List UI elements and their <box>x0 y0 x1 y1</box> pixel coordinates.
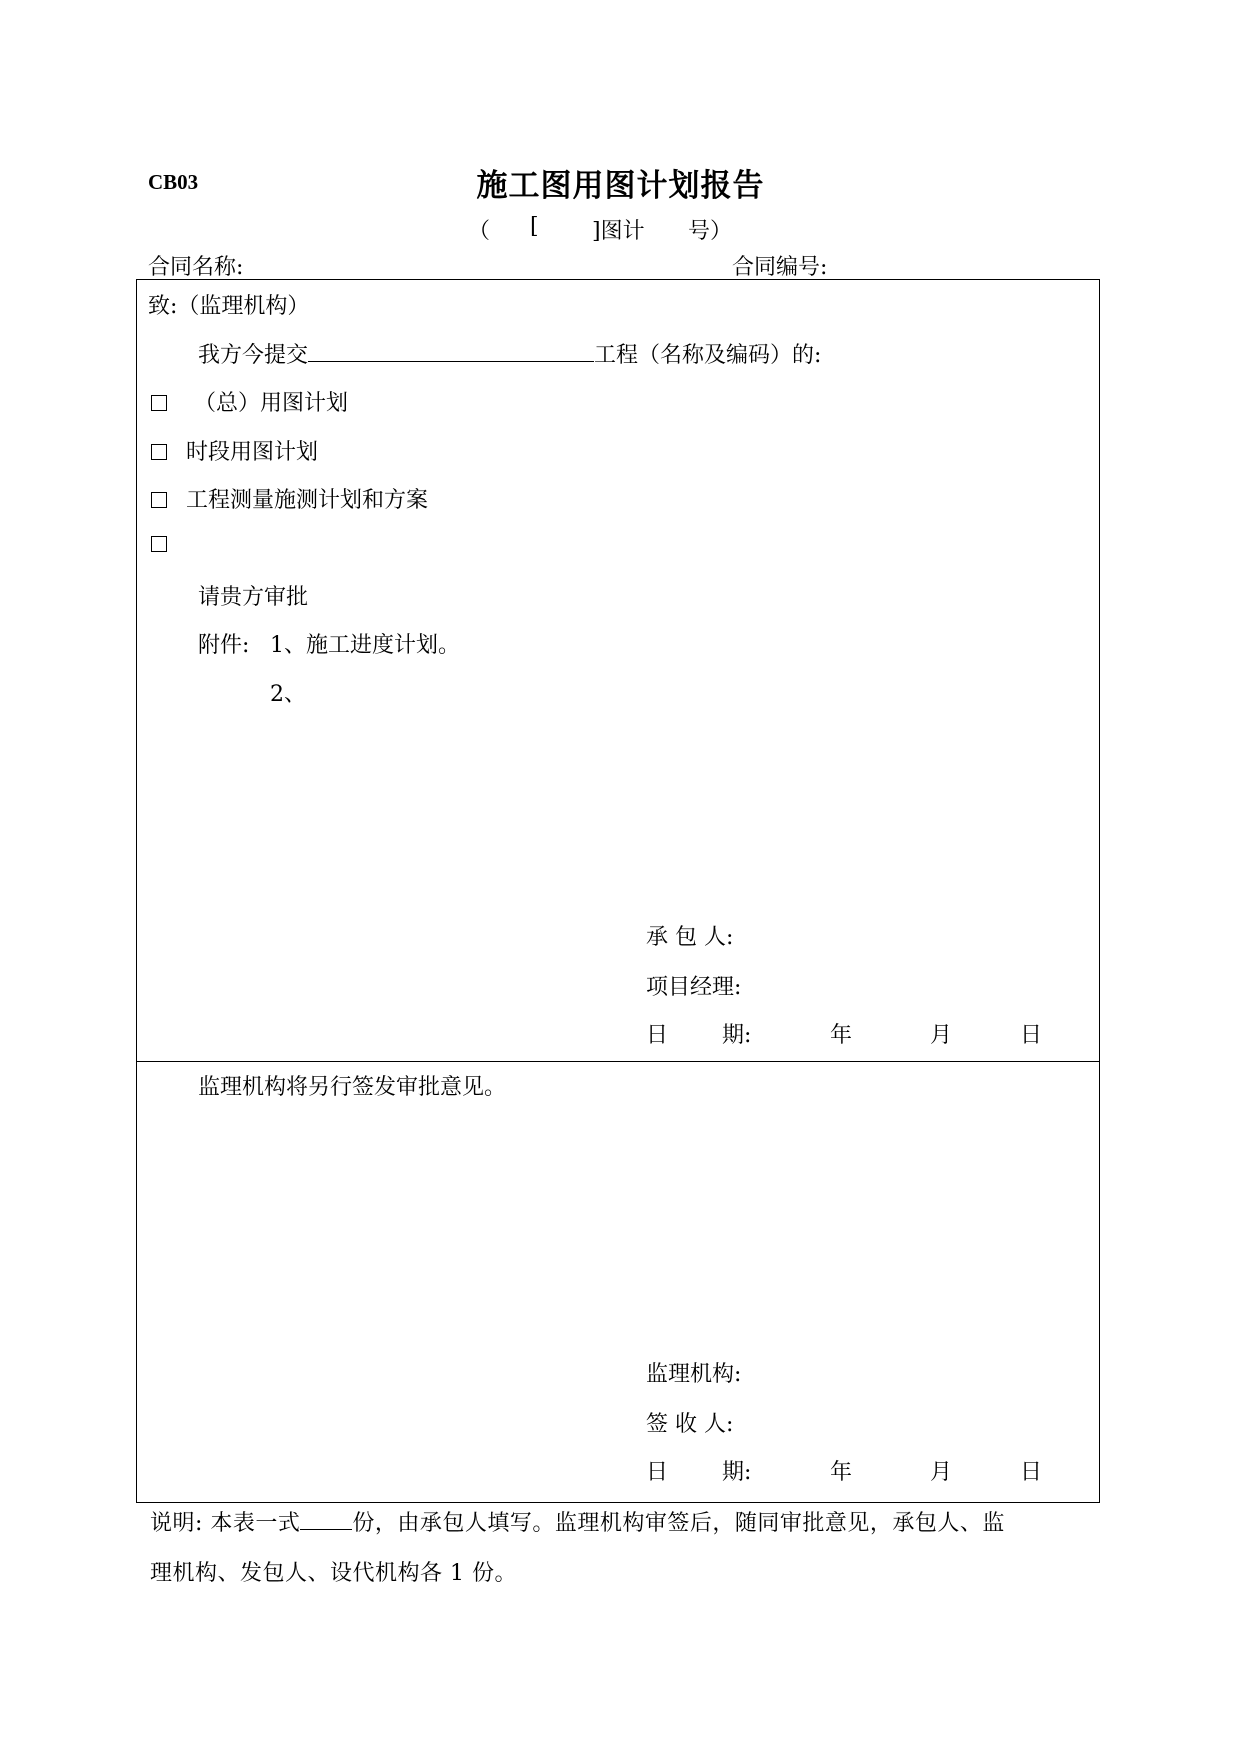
section-divider <box>136 1061 1100 1062</box>
receiver-label: 签 收 人: <box>646 1412 734 1437</box>
subtitle-open-bracket: [ <box>530 214 539 239</box>
opinion-text: 监理机构将另行签发审批意见。 <box>198 1075 507 1100</box>
date-label-1: 日 <box>646 1023 669 1048</box>
date-month-2: 月 <box>930 1460 953 1485</box>
note-line-1 <box>150 1506 1005 1537</box>
copies-blank[interactable] <box>300 1507 352 1530</box>
date-day-1: 日 <box>1020 1023 1043 1048</box>
checkbox-period-plan[interactable] <box>151 444 167 460</box>
contractor-label: 承 包 人: <box>646 925 734 950</box>
note-suffix: 份，由承包人填写。监理机构审签后，随同审批意见，承包人、监 <box>352 1511 1005 1536</box>
attachments-label: 附件: <box>198 633 250 658</box>
contract-no-label: 合同编号: <box>732 255 828 280</box>
option-other <box>151 532 179 557</box>
checkbox-survey-plan[interactable] <box>151 492 167 508</box>
option-period-plan <box>151 435 318 466</box>
date-year-1: 年 <box>830 1023 853 1048</box>
option-total-plan <box>151 386 348 417</box>
checkbox-total-plan[interactable] <box>151 395 167 411</box>
date-label-1b: 期: <box>722 1023 752 1048</box>
submit-suffix: 工程（名称及编码）的: <box>594 343 822 368</box>
date-year-2: 年 <box>830 1460 853 1485</box>
approve-request: 请贵方审批 <box>198 585 309 610</box>
contract-name-label: 合同名称: <box>148 255 244 280</box>
date-label-2: 日 <box>646 1460 669 1485</box>
subtitle-drawing-plan: ]图计 <box>592 219 645 244</box>
supervisor-label: 监理机构: <box>646 1362 742 1387</box>
date-day-2: 日 <box>1020 1460 1043 1485</box>
note-line-2: 理机构、发包人、设代机构各 1 份。 <box>150 1561 517 1586</box>
subtitle-number: 号） <box>688 219 733 244</box>
page-title: 施工图用图计划报告 <box>476 168 765 204</box>
submit-prefix: 我方今提交 <box>198 343 309 368</box>
date-month-1: 月 <box>930 1023 953 1048</box>
date-label-2b: 期: <box>722 1460 752 1485</box>
project-manager-label: 项目经理: <box>646 975 742 1000</box>
option-total-plan-label: （总）用图计划 <box>194 391 349 416</box>
form-code: CB03 <box>148 170 199 194</box>
project-name-blank[interactable] <box>308 339 594 362</box>
attachment-1: 1、施工进度计划。 <box>270 633 460 658</box>
to-supervisor-line: 致:（监理机构） <box>148 294 310 319</box>
attachment-2: 2、 <box>270 682 306 707</box>
option-survey-plan-label: 工程测量施测计划和方案 <box>186 488 429 513</box>
subtitle-open-paren: （ <box>468 219 491 244</box>
option-survey-plan <box>151 483 428 514</box>
checkbox-other[interactable] <box>151 536 167 552</box>
submit-line <box>198 338 821 369</box>
note-prefix: 说明: 本表一式 <box>150 1511 301 1536</box>
option-period-plan-label: 时段用图计划 <box>186 440 319 465</box>
